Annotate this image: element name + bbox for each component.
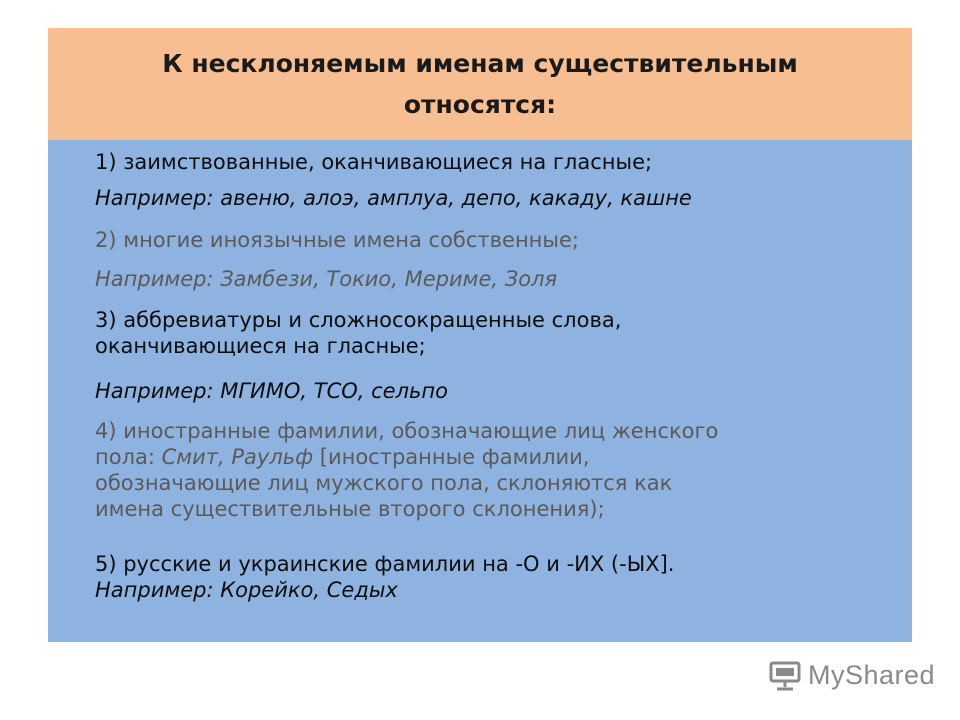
- list-item-5-line-1: 5) русские и украинские фамилии на -О и -ИХ (-ЫХ].: [95, 552, 675, 576]
- watermark-logo: [768, 658, 935, 692]
- list-item-4-italic-names: Смит, Раульф: [161, 445, 314, 469]
- list-item-4-line-4: имена существительные второго склонения);: [95, 497, 605, 521]
- list-item-4: [95, 417, 905, 524]
- list-item-2: 2) многие иноязычные имена собственные;: [95, 228, 579, 252]
- example-2: Например: Замбези, Токио, Мериме, Золя: [95, 267, 558, 291]
- watermark-text: MyShared: [808, 659, 936, 690]
- example-3: Например: МГИМО, ТСО, сельпо: [95, 379, 448, 403]
- list-item-3-line-2: оканчивающиеся на гласные;: [95, 334, 426, 358]
- list-item-3: [95, 306, 905, 361]
- list-item-3-line-1: 3) аббревиатуры и сложносокращенные слова,: [95, 308, 622, 332]
- content-box: [48, 140, 912, 642]
- slide-title-line-1: К несклоняемым именам существительным: [162, 49, 798, 78]
- title-box: [48, 28, 912, 140]
- list-item-4-suffix: [иностранные фамилии,: [313, 445, 590, 469]
- example-1: Например: авеню, алоэ, амплуа, депо, какаду, кашне: [95, 186, 692, 210]
- list-item-4-line-3: обозначающие лиц мужского пола, склоняются как: [95, 471, 673, 495]
- example-5: Например: Корейко, Седых: [95, 578, 398, 602]
- projector-screen-icon: [768, 658, 802, 692]
- slide-title-line-2: относятся:: [403, 90, 557, 119]
- list-item-4-line-1: 4) иностранные фамилии, обозначающие лиц женского: [95, 419, 719, 443]
- list-item-4-line-2: [95, 443, 905, 472]
- list-item-4-prefix: пола:: [95, 445, 162, 469]
- list-item-5: [95, 550, 905, 605]
- list-item-1: 1) заимствованные, оканчивающиеся на гласные;: [95, 150, 653, 174]
